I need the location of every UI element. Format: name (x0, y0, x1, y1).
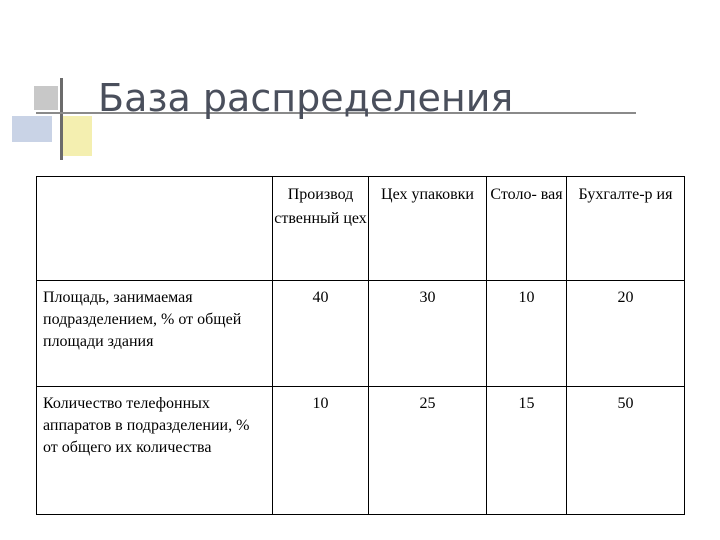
header-accounting: Бухгалте-р ия (567, 177, 685, 281)
distribution-table (36, 176, 685, 515)
cell-value: 40 (273, 281, 369, 387)
table-header-row (37, 177, 685, 281)
row-label-phones: Количество телефонных аппаратов в подразделении, % от общего их количества (37, 387, 273, 515)
cell-value: 10 (273, 387, 369, 515)
decor-square-blue (12, 116, 52, 142)
cell-value: 15 (487, 387, 567, 515)
header-empty-cell (37, 177, 273, 281)
cell-value: 50 (617, 395, 634, 412)
decor-vertical-line (60, 78, 63, 160)
header-production-shop: Производ ственный цех (273, 177, 369, 281)
header-canteen: Столо- вая (487, 177, 567, 281)
cell-value: 25 (369, 387, 487, 515)
row-label-area: Площадь, занимаемая подразделением, % от общей площади здания (37, 281, 273, 387)
cell-value: 30 (369, 281, 487, 387)
table-row (37, 281, 685, 387)
table-row (37, 387, 685, 515)
cell-value: 10 (487, 281, 567, 387)
decor-square-yellow (60, 116, 92, 156)
decor-square-gray (34, 86, 58, 110)
cell-value: 20 (617, 289, 634, 306)
header-packing-shop: Цех упаковки (369, 177, 487, 281)
slide-title: База распределения (98, 76, 514, 120)
